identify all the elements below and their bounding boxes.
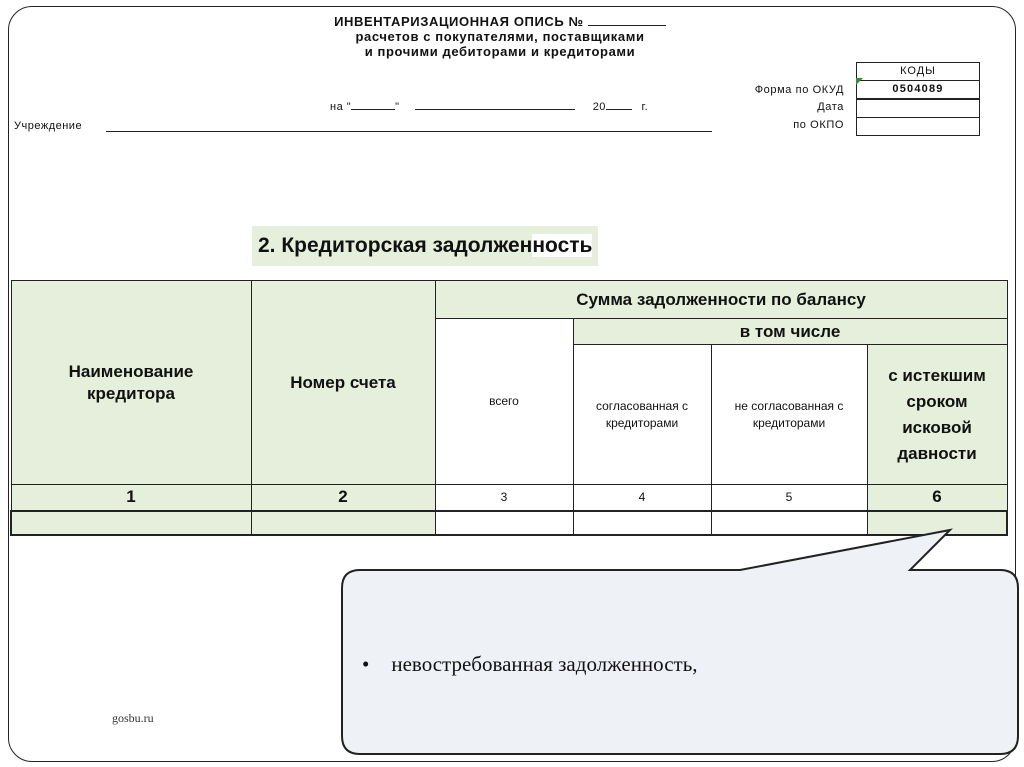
institution-label: Учреждение (14, 120, 83, 132)
date-label: Дата (817, 101, 844, 113)
section-title-main: 2. Кредиторская задолжен (258, 234, 533, 257)
num-1: 1 (11, 485, 251, 511)
year-prefix: 20 (592, 101, 606, 113)
codes-header: КОДЫ (900, 65, 936, 77)
date-prefix: на " (330, 101, 352, 113)
year-suffix: г. (641, 101, 649, 113)
callout-text (362, 652, 698, 677)
callout-bullet-text: невостребованная задолженность, (391, 652, 698, 676)
num-3: 3 (435, 485, 573, 511)
col-total: всего (435, 319, 573, 485)
form-title-line3: и прочими дебиторами и кредиторами (364, 44, 636, 59)
section-title-tail: ность (532, 234, 593, 257)
col-not-agreed: не согласованная с кредиторами (711, 345, 867, 485)
okud-label: Форма по ОКУД (754, 84, 844, 96)
col-account: Номер счета (251, 281, 435, 485)
group-header: Сумма задолженности по балансу (435, 281, 1007, 319)
callout-shape (342, 530, 1018, 754)
okpo-label: по ОКПО (793, 119, 844, 131)
site-watermark: gosbu.ru (112, 711, 154, 725)
num-5: 5 (711, 485, 867, 511)
date-quote: " (395, 101, 400, 113)
col-agreed: согласованная с кредиторами (573, 345, 711, 485)
form-title-line2: расчетов с покупателями, поставщиками (355, 29, 645, 44)
sub-group-header: в том числе (573, 319, 1007, 345)
num-6: 6 (867, 485, 1007, 511)
col-creditor: Наименование кредитора (11, 281, 251, 485)
form-title-line1: ИНВЕНТАРИЗАЦИОННАЯ ОПИСЬ № (334, 14, 584, 29)
num-4: 4 (573, 485, 711, 511)
num-2: 2 (251, 485, 435, 511)
okud-value: 0504089 (857, 80, 979, 99)
col-expired: с истекшим сроком исковой давности (867, 345, 1007, 485)
bullet-dot: • (362, 652, 370, 676)
